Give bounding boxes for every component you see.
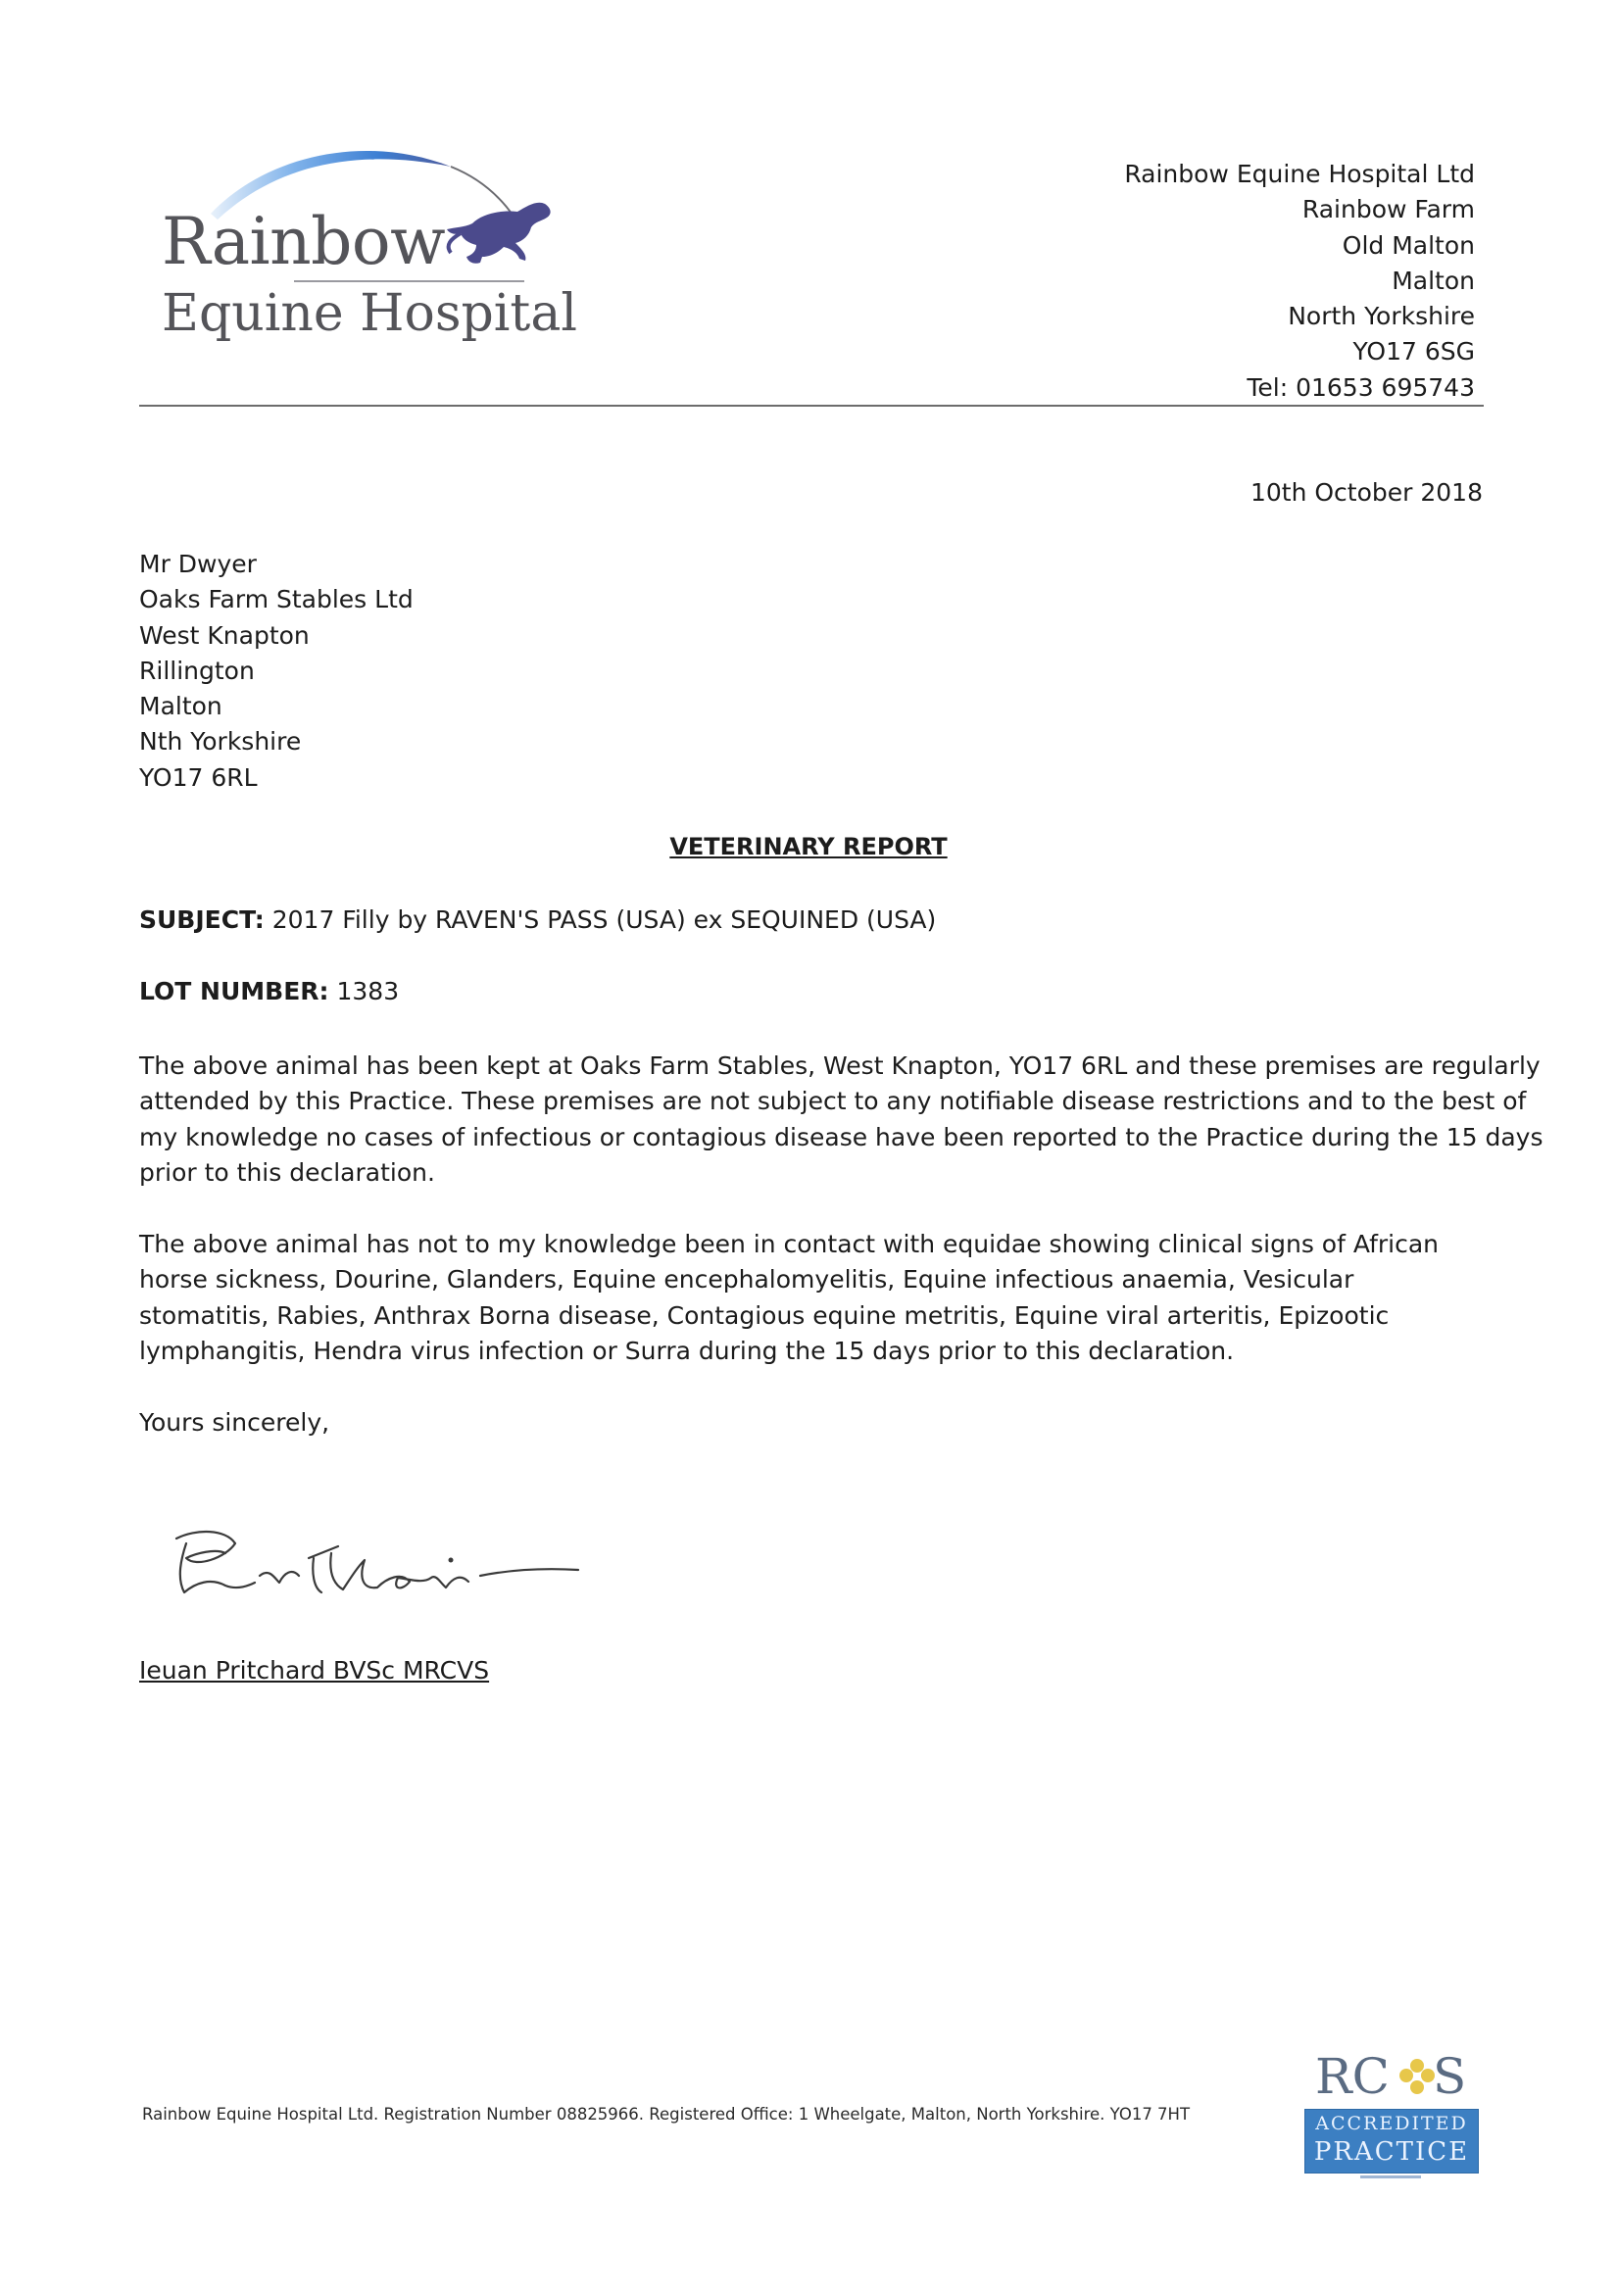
handwritten-signature bbox=[157, 1499, 588, 1607]
recipient-address bbox=[139, 547, 414, 796]
paragraph-line: lymphangitis, Hendra virus infection or Surra during the 15 days prior to this declaration. bbox=[139, 1337, 1235, 1366]
accredited-practice-box bbox=[1304, 2109, 1479, 2174]
letter-date: 10th October 2018 bbox=[1250, 478, 1483, 507]
subject-value: 2017 Filly by RAVEN'S PASS (USA) ex SEQUINED (USA) bbox=[264, 905, 937, 934]
subject-line bbox=[139, 905, 936, 934]
recipient-line: Malton bbox=[139, 692, 222, 721]
footer-registration: Rainbow Equine Hospital Ltd. Registration Number 08825966. Registered Office: 1 Wheelgate, Malton, North Yorkshire. YO17 7HT bbox=[142, 2105, 1191, 2124]
paragraph-line: The above animal has not to my knowledge been in contact with equidae showing clinical signs of African bbox=[139, 1230, 1440, 1258]
subject-label: SUBJECT: bbox=[139, 905, 265, 934]
recipient-line: Oaks Farm Stables Ltd bbox=[139, 585, 414, 614]
paragraph-line: attended by this Practice. These premises are not subject to any notifiable disease restrictions and to the best of bbox=[139, 1087, 1527, 1116]
lot-value: 1383 bbox=[328, 977, 400, 1005]
recipient-line: Nth Yorkshire bbox=[139, 727, 302, 757]
report-title: VETERINARY REPORT bbox=[669, 833, 948, 860]
address-line: Old Malton bbox=[1342, 230, 1475, 260]
hospital-address bbox=[887, 157, 1475, 406]
badge-underline bbox=[1360, 2175, 1421, 2178]
closing-line: Yours sincerely, bbox=[139, 1408, 330, 1437]
rcvs-logo-icon bbox=[1301, 2048, 1480, 2103]
svg-text:S: S bbox=[1433, 2048, 1467, 2103]
paragraph-line: stomatitis, Rabies, Anthrax Borna disease, Contagious equine metritis, Equine viral arteritis, Epizootic bbox=[139, 1300, 1390, 1330]
signatory-name: Ieuan Pritchard BVSc MRCVS bbox=[139, 1656, 490, 1685]
recipient-line: Mr Dwyer bbox=[139, 550, 257, 578]
paragraph-line: horse sickness, Dourine, Glanders, Equine encephalomyelitis, Equine infectious anaemia, Vesicular bbox=[139, 1265, 1354, 1295]
address-line: YO17 6SG bbox=[1352, 337, 1475, 366]
address-phone: Tel: 01653 695743 bbox=[1247, 372, 1475, 402]
logo-name-line1: Rainbow bbox=[162, 204, 446, 279]
body-paragraph-2 bbox=[139, 1227, 1439, 1370]
recipient-line: YO17 6RL bbox=[139, 762, 258, 792]
address-line: Rainbow Equine Hospital Ltd bbox=[1124, 160, 1475, 188]
paragraph-line: prior to this declaration. bbox=[139, 1158, 435, 1188]
paragraph-line: my knowledge no cases of infectious or contagious disease have been reported to the Practice during the 15 days bbox=[139, 1122, 1544, 1151]
badge-line-1: ACCREDITED bbox=[1315, 2113, 1468, 2134]
body-paragraph-1 bbox=[139, 1049, 1543, 1192]
lot-number-line bbox=[139, 977, 399, 1005]
address-line: Malton bbox=[1392, 266, 1475, 295]
paragraph-line: The above animal has been kept at Oaks Farm Stables, West Knapton, YO17 6RL and these premises are regularly bbox=[139, 1051, 1541, 1080]
rainbow-equine-hospital-logo bbox=[157, 137, 577, 353]
badge-line-2: PRACTICE bbox=[1313, 2137, 1470, 2167]
lot-label: LOT NUMBER: bbox=[139, 977, 329, 1005]
recipient-line: West Knapton bbox=[139, 620, 310, 650]
logo-name-line2: Equine Hospital bbox=[162, 284, 577, 343]
address-line: North Yorkshire bbox=[1288, 302, 1475, 331]
header-divider bbox=[139, 405, 1484, 407]
address-line: Rainbow Farm bbox=[1301, 195, 1475, 224]
svg-text:RC: RC bbox=[1315, 2048, 1390, 2103]
recipient-line: Rillington bbox=[139, 656, 255, 685]
rcvs-accredited-badge bbox=[1301, 2048, 1480, 2183]
